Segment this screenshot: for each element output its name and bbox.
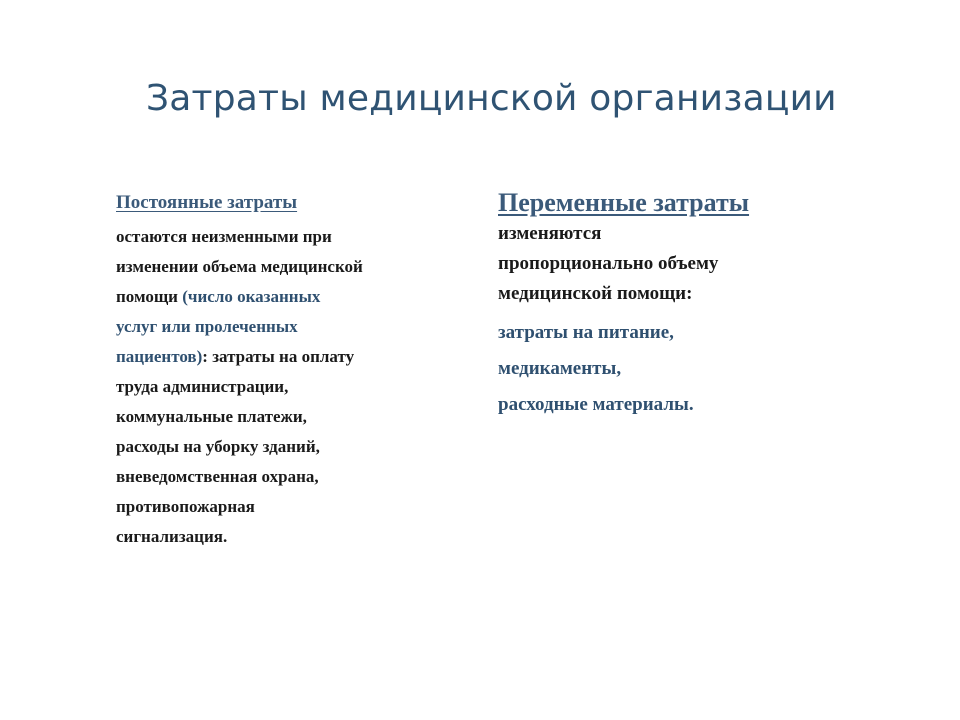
fixed-costs-line: противопожарная	[116, 497, 255, 516]
slide-title: Затраты медицинской организации	[146, 78, 837, 119]
variable-costs-line: пропорционально объему	[498, 253, 719, 274]
fixed-costs-line: сигнализация.	[116, 527, 228, 546]
fixed-costs-line: изменении объема медицинской	[116, 257, 363, 276]
fixed-costs-line	[116, 282, 461, 312]
fixed-costs-line	[116, 342, 461, 372]
fixed-costs-line: коммунальные платежи,	[116, 407, 307, 426]
variable-costs-line: изменяются	[498, 223, 602, 244]
fixed-costs-parenthetical: (число оказанных	[182, 287, 321, 306]
fixed-costs-line: услуг или пролеченных	[116, 317, 298, 336]
variable-costs-item: расходные материалы.	[498, 394, 694, 415]
variable-costs-column	[498, 186, 828, 423]
variable-costs-description	[498, 219, 828, 309]
fixed-costs-line: остаются неизменными при	[116, 227, 332, 246]
variable-costs-item: медикаменты,	[498, 358, 622, 379]
fixed-costs-parenthetical: пациентов)	[116, 347, 203, 366]
fixed-costs-text: : затраты на оплату	[202, 347, 355, 366]
variable-costs-line: медицинской помощи:	[498, 283, 693, 304]
fixed-costs-line: расходы на уборку зданий,	[116, 437, 320, 456]
fixed-costs-line: труда администрации,	[116, 377, 289, 396]
variable-costs-item: затраты на питание,	[498, 322, 674, 343]
variable-costs-list	[498, 315, 828, 423]
fixed-costs-heading: Постоянные затраты	[116, 192, 298, 213]
fixed-costs-text: помощи	[116, 287, 183, 306]
variable-costs-heading: Переменные затраты	[498, 188, 750, 217]
fixed-costs-description	[116, 222, 461, 552]
fixed-costs-line: вневедомственная охрана,	[116, 467, 319, 486]
fixed-costs-column	[116, 190, 461, 552]
